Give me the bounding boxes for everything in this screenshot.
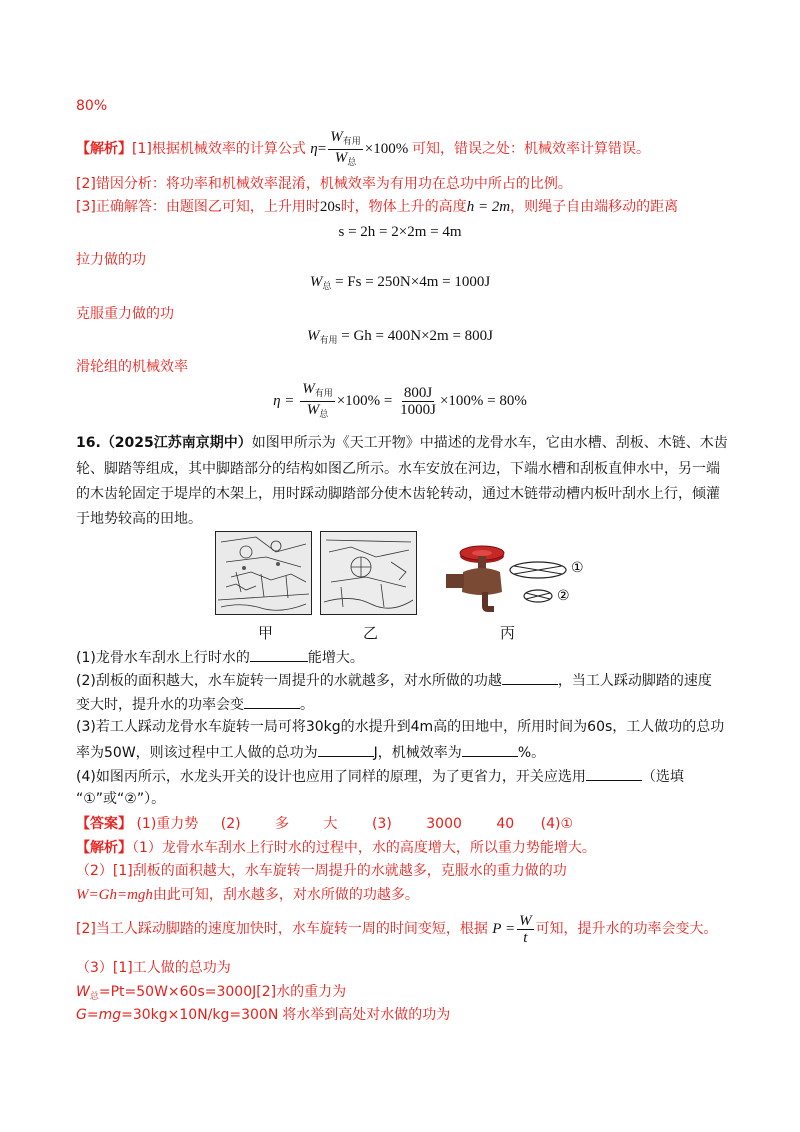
fraction-denominator: W <box>334 150 348 166</box>
option-1-label: ① <box>571 560 584 576</box>
q16-line-3: 的木齿轮固定于堤岸的木架上，用时踩动脚踏部分使木齿轮转动，通过木链带动槽内板叶刮水上行，倾灌 <box>76 486 720 502</box>
times-100: ×100% <box>364 140 409 157</box>
answer-item-8: (4)① <box>540 816 574 832</box>
analysis-line-2: [2]错因分析：将功率和机械效率混淆，机械效率为有用功在总功中所占的比例。 <box>76 176 572 192</box>
equals-sign: = <box>317 140 327 157</box>
q16-text-1: 如图甲所示为《天工开物》中描述的龙骨水车，它由水槽、刮板、木链、木齿 <box>251 435 728 451</box>
formula-fraction <box>328 129 363 170</box>
eq-end: ×100% = 80% <box>439 392 527 409</box>
work-formula: W=Gh=mgh <box>76 887 153 903</box>
eq-mid: ×100% = <box>336 392 393 409</box>
s2-text-d: 。 <box>300 697 314 713</box>
s1-text-a: (1)龙骨水车刮水上行时水的 <box>76 650 250 666</box>
line3-time: 20s <box>319 199 341 215</box>
s2-text-b: ，当工人踩动脚踏的速度 <box>557 673 712 689</box>
analysis-line-1 <box>76 129 650 170</box>
analysis16-line-1 <box>76 839 596 857</box>
w-useful-rest: = Gh = 400N×2m = 800J <box>337 328 494 344</box>
sub-question-2b <box>76 694 314 714</box>
power-numerator: W <box>519 913 532 929</box>
answer-80-percent: 80% <box>76 98 108 114</box>
answer-item-3: 多 <box>275 816 290 832</box>
line3-text-b: 时，物体上升的高度 <box>340 199 467 215</box>
question-number: 16. <box>76 435 101 451</box>
power-fraction <box>517 913 534 946</box>
fraction-numerator: W <box>302 381 315 397</box>
s4-text-b: （选填 <box>641 769 684 785</box>
caption-jia: 甲 <box>258 624 274 642</box>
eta-symbol: η = <box>273 392 295 409</box>
power-formula <box>492 913 535 946</box>
s2-text-c: 变大时，提升水的功率会变 <box>76 697 244 713</box>
gravity-formula: G=mg <box>76 1007 122 1023</box>
w-total-rest: = Fs = 250N×4m = 1000J <box>331 274 491 290</box>
w-total-sub: 总 <box>89 992 99 1002</box>
fraction-numerator: W <box>330 129 343 145</box>
line3-height: h = 2m <box>466 199 511 215</box>
denominator-subscript: 总 <box>319 409 329 419</box>
label-gravity-work: 克服重力做的功 <box>76 306 174 322</box>
q16-line-2: 轮、脚踏等组成，其中脚踏部分的结构如图乙所示。水车安放在河边，下端水槽和刮板直伸水中，另一端 <box>76 461 720 477</box>
fraction-numerator-value: 800J <box>403 385 433 401</box>
analysis16-line-3 <box>76 886 419 904</box>
analysis16-text-3: 由此可知，刮水越多，对水所做的功越多。 <box>152 887 419 903</box>
numerator-subscript: 有用 <box>342 136 361 146</box>
analysis-text-b: 可知，错误之处：机械效率计算错误。 <box>411 140 650 157</box>
power-denominator: t <box>523 930 528 946</box>
s3-text-b: 率为50W，则该过程中工人做的总功为 <box>76 745 318 761</box>
fraction-denominator-value: 1000J <box>400 402 436 418</box>
analysis16-line-4 <box>76 913 718 946</box>
question-source: （2025江苏南京期中） <box>100 435 252 451</box>
analysis16-text-4a: [2]当工人踩动脚踏的速度加快时，水车旋转一周的时间变短，根据 <box>76 920 488 937</box>
caption-bing: 丙 <box>500 624 516 642</box>
q16-line-1 <box>76 434 728 452</box>
answer-item-5: (3) <box>371 816 392 832</box>
equation-w-total <box>0 274 800 292</box>
analysis16-text-7c: 将水举到高处对水做的功为 <box>282 1007 451 1023</box>
equation-efficiency <box>0 381 800 422</box>
q16-line-4: 于地势较高的田地。 <box>76 511 202 527</box>
sub-question-4a <box>76 766 684 786</box>
w-total-sub: 总 <box>322 281 332 291</box>
power-symbol: P = <box>492 920 516 937</box>
analysis-tag: 【解析】 <box>76 140 132 157</box>
analysis16-line-6 <box>76 983 346 1006</box>
s3-text-d: %。 <box>517 745 546 761</box>
answer-item-4: 大 <box>323 816 338 832</box>
analysis16-line-5: （3）[1]工人做的总功为 <box>76 960 231 976</box>
w-symbol: W <box>309 274 323 290</box>
w-useful-sub: 有用 <box>319 335 338 345</box>
s2-text-a: (2)刮板的面积越大，水车旋转一周提升的水就越多，对水所做的功越 <box>76 673 502 689</box>
line3-text-a: [3]正确解答：由题图乙可知，上升用时 <box>76 199 320 215</box>
sub-question-3b <box>76 742 545 762</box>
equation-s: s = 2h = 2×2m = 4m <box>338 224 462 240</box>
analysis-tag: 【解析】 <box>76 840 132 856</box>
denominator-subscript: 总 <box>347 157 357 167</box>
numerator-subscript: 有用 <box>314 388 333 398</box>
analysis-text-a: [1]根据机械效率的计算公式 <box>132 140 306 157</box>
option-2-label: ② <box>557 588 570 604</box>
efficiency-formula <box>310 129 412 167</box>
blank-3 <box>244 694 300 709</box>
blank-4 <box>318 742 374 757</box>
s4-text-a: (4)如图丙所示，水龙头开关的设计也应用了同样的原理，为了更省力，开关应选用 <box>76 769 586 785</box>
figure-bing-faucet <box>438 536 598 618</box>
figure-jia-waterwheel <box>215 531 312 615</box>
fraction-denominator: W <box>306 402 320 418</box>
answer-item-7: 40 <box>496 816 515 832</box>
equation-w-useful <box>0 328 800 346</box>
blank-6 <box>586 766 642 781</box>
analysis16-line-7 <box>76 1006 450 1024</box>
fraction-values <box>398 385 438 418</box>
analysis16-line-2: （2）[1]刮板的面积越大，水车旋转一周提升的水就越多，克服水的重力做的功 <box>76 863 567 879</box>
s1-text-b: 能增大。 <box>307 650 364 666</box>
analysis16-text-7b: =30kg×10N/kg=300N <box>121 1007 279 1023</box>
fraction-useful-total <box>300 381 335 422</box>
analysis16-text-6b: [2]水的重力为 <box>256 984 347 1000</box>
analysis-line-3 <box>76 198 678 216</box>
figure-yi-pedal <box>320 531 417 615</box>
label-efficiency: 滑轮组的机械效率 <box>76 359 188 375</box>
blank-2 <box>502 670 558 685</box>
sub-question-1 <box>76 647 364 667</box>
answer-tag: 【答案】 <box>76 816 132 832</box>
caption-yi: 乙 <box>363 624 379 642</box>
analysis16-text-4b: 可知，提升水的功率会变大。 <box>535 920 718 937</box>
analysis16-text-1: （1）龙骨水车刮水上行时水的过程中，水的高度增大，所以重力势能增大。 <box>132 840 596 856</box>
w-symbol: W <box>306 328 320 344</box>
analysis16-text-6a: =Pt=50W×60s=3000J <box>98 984 257 1000</box>
answer-16 <box>76 815 573 833</box>
answer-item-2: (2) <box>220 816 241 832</box>
line3-text-c: ，则绳子自由端移动的距离 <box>510 199 679 215</box>
label-pull-work: 拉力做的功 <box>76 252 146 268</box>
blank-5 <box>462 742 518 757</box>
blank-1 <box>250 647 308 662</box>
sub-question-3a: (3)若工人踩动龙骨水车旋转一局可将30kg的水提升到4m高的田地中，所用时间为60s，工人做功的总功 <box>76 719 725 735</box>
eta-symbol: η <box>310 140 318 157</box>
answer-item-6: 3000 <box>426 816 462 832</box>
s3-text-c: J，机械效率为 <box>373 745 462 761</box>
sub-question-2a <box>76 670 712 690</box>
sub-question-4b: “①”或“②”）。 <box>76 791 166 807</box>
answer-item-1: (1)重力势 <box>136 816 199 832</box>
w-symbol: W <box>76 984 90 1000</box>
